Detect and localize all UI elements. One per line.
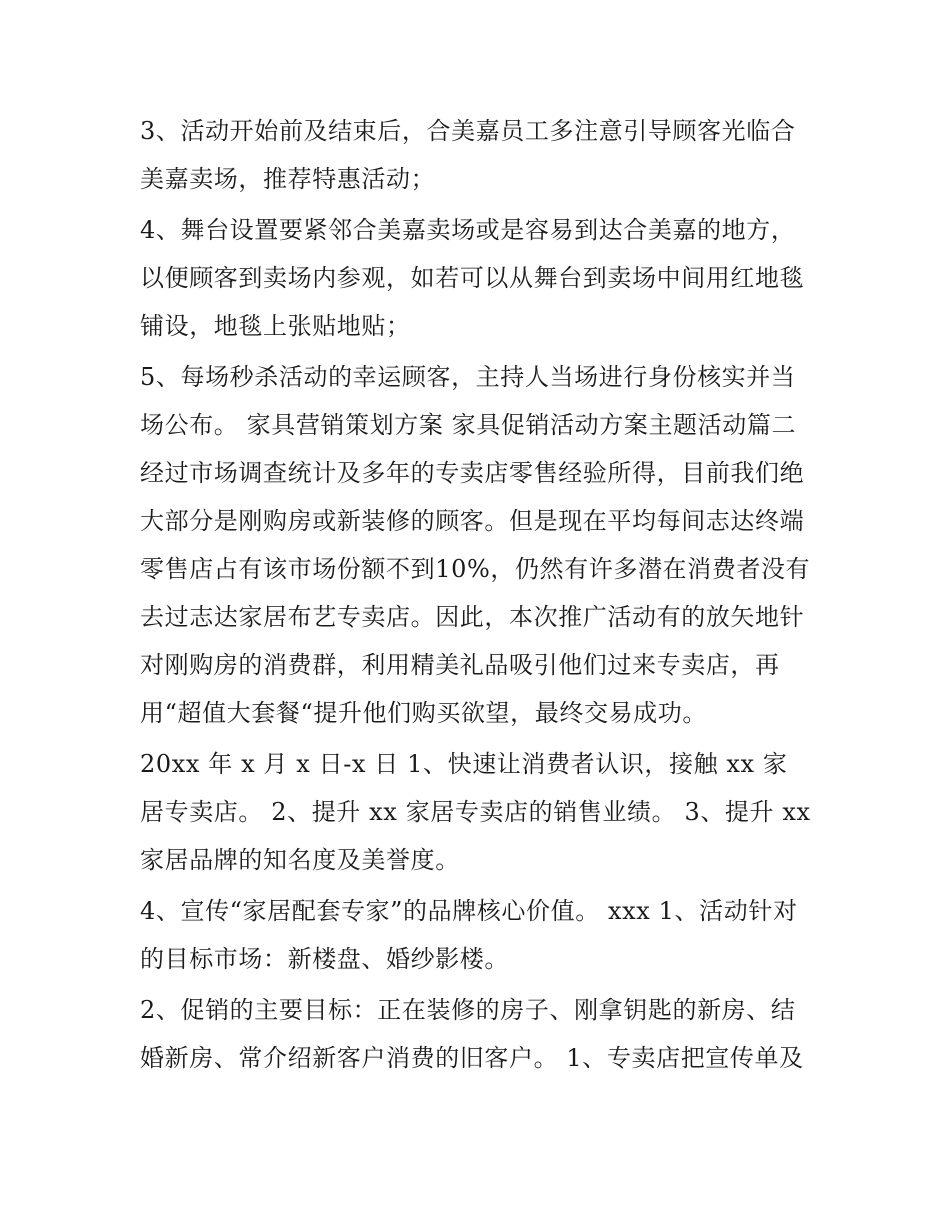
paragraph-5: 4、宣传“家居配套专家”的品牌核心价值。 xxx 1、活动针对的目标市场：新楼盘、婚纱影楼。 <box>140 897 798 973</box>
paragraph-6: 2、促销的主要目标：正在装修的房子、刚拿钥匙的新房、结婚新房、常介绍新客户消费的旧客户。 1、专卖店把宣传单及 <box>140 996 804 1072</box>
paragraph-2: 4、舞台设置要紧邻合美嘉卖场或是容易到达合美嘉的地方，以便顾客到卖场内参观，如若可以从舞台到卖场中间用红地毯铺设，地毯上张贴地贴； <box>140 216 805 340</box>
document-body <box>140 107 812 1085</box>
paragraph-4: 20xx 年 x 月 x 日-x 日 1、快速让消费者认识，接触 xx 家居专卖店。 2、提升 xx 家居专卖店的销售业绩。 3、提升 xx 家居品牌的知名度及美誉度。 <box>140 750 811 874</box>
paragraph-3: 5、每场秒杀活动的幸运顾客，主持人当场进行身份核实并当场公布。 家具营销策划方案 家具促销活动方案主题活动篇二 经过市场调查统计及多年的专卖店零售经验所得，目前我们绝大部分是刚购房或新装修的顾客。但是现在平均每间志达终端零售店占有该市场份额不到10%，仍然有许多潜在消费者没有去过志达家居布艺专卖店。因此，本次推广活动有的放矢地针对刚购房的消费群，利用精美礼品吸引他们过来专卖店，再用“超值大套餐“提升他们购买欲望，最终交易成功。 <box>140 363 811 727</box>
paragraph-1: 3、活动开始前及结束后，合美嘉员工多注意引导顾客光临合美嘉卖场，推荐特惠活动； <box>140 117 796 193</box>
